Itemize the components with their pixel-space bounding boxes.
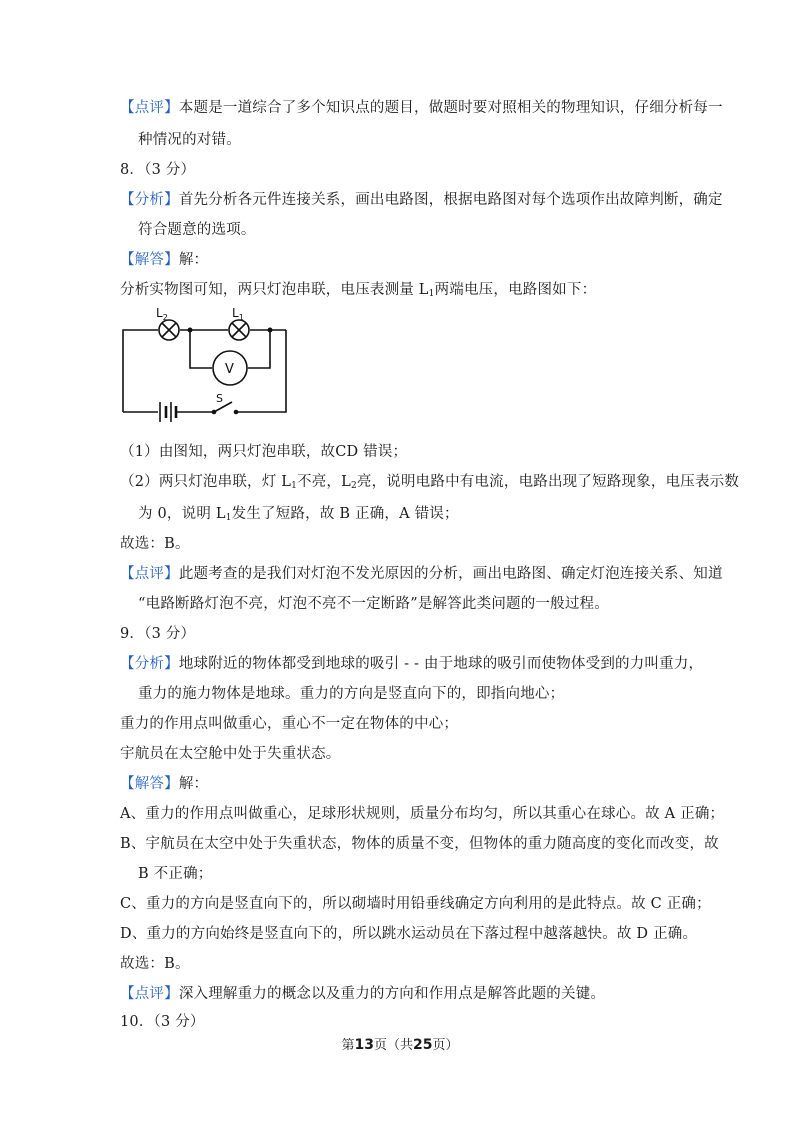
p3-text-a: 为 0，说明 L — [138, 506, 226, 522]
comment-text: 深入理解重力的概念以及重力的方向和作用点是解答此题的关键。 — [178, 986, 606, 1002]
label-switch: S — [216, 392, 223, 405]
voltmeter-wire-right — [248, 330, 270, 368]
p2-text-b: 不亮，L — [297, 474, 351, 490]
label-l2: $L_2$ — [156, 306, 168, 322]
comment-tag: 【点评】 — [120, 566, 179, 582]
q8-choice: 故选：B。 — [120, 536, 190, 552]
junction-dot — [188, 328, 193, 333]
footer-mid: 页（共 — [373, 1038, 413, 1053]
analysis-tag: 【分析】 — [120, 656, 179, 672]
q9-option-d: D、重力的方向始终是竖直向下的，所以跳水运动员在下落过程中越落越快。故 D 正确。 — [120, 926, 698, 942]
p2-text-a: （2）两只灯泡串联，灯 L — [120, 474, 292, 490]
p2-text-c: 亮，说明电路中有电流，电路出现了短路现象，电压表示数 — [356, 474, 740, 490]
footer-page-number: 13 — [354, 1037, 374, 1053]
label-voltmeter: V — [225, 362, 234, 377]
footer-post: 页） — [432, 1038, 459, 1053]
answer-tag: 【解答】 — [120, 252, 179, 268]
q8-p2 — [120, 472, 739, 496]
q9-option-b-cont: B 不正确； — [138, 866, 213, 882]
p3-text-b: 发生了短路，故 B 正确，A 错误； — [231, 506, 459, 522]
intro-subscript: 1 — [428, 289, 435, 299]
intro-text-2: 两端电压，电路图如下： — [434, 282, 597, 298]
footer-total-pages: 25 — [413, 1037, 433, 1053]
q8-analysis-cont: 符合题意的选项。 — [138, 222, 256, 238]
q9-analysis-4: 宇航员在太空舱中处于失重状态。 — [120, 746, 341, 762]
footer-pre: 第 — [341, 1038, 355, 1053]
intro-text: 分析实物图可知，两只灯泡串联，电压表测量 L — [120, 282, 429, 298]
q9-choice: 故选：B。 — [120, 956, 190, 972]
question-9-header: 9．（3 分） — [120, 626, 196, 642]
answer-tag: 【解答】 — [120, 776, 179, 792]
comment-line-cont: 种情况的对错。 — [138, 132, 241, 148]
label-l1: $L_1$ — [232, 306, 244, 322]
p2-sub-1: 1 — [291, 481, 297, 491]
q8-analysis — [120, 190, 723, 210]
comment-text: 此题考查的是我们对灯泡不发光原因的分析，画出电路图、确定灯泡连接关系、知道 — [178, 566, 723, 582]
p3-sub: 1 — [225, 513, 232, 523]
switch-contact-dot — [234, 410, 239, 415]
q9-analysis — [120, 654, 703, 674]
comment-line — [120, 98, 723, 118]
q9-answer — [120, 774, 208, 794]
circuit-diagram — [118, 306, 298, 422]
question-10-header: 10．（3 分） — [120, 1014, 205, 1030]
comment-tag: 【点评】 — [120, 986, 179, 1002]
q8-p3 — [138, 504, 459, 528]
q8-comment-cont: “电路断路灯泡不亮，灯泡不亮不一定断路”是解答此类问题的一般过程。 — [138, 596, 609, 612]
q8-p1: （1）由图知，两只灯泡串联，故CD 错误； — [120, 444, 408, 460]
q9-analysis-cont: 重力的施力物体是地球。重力的方向是竖直向下的，即指向地心； — [138, 686, 565, 702]
junction-dot — [268, 328, 273, 333]
wire-right — [236, 330, 286, 412]
analysis-tag: 【分析】 — [120, 192, 179, 208]
q9-option-a: A、重力的作用点叫做重心，足球形状规则，质量分布均匀，所以其重心在球心。故 A 正确； — [120, 806, 725, 822]
q9-comment — [120, 984, 605, 1004]
wire-left — [123, 330, 158, 412]
q8-answer — [120, 250, 208, 270]
answer-suffix: 解： — [178, 776, 209, 792]
answer-suffix: 解： — [178, 252, 209, 268]
question-8-header: 8．（3 分） — [120, 162, 196, 178]
q8-comment — [120, 564, 723, 584]
q9-option-b: B、宇航员在太空中处于失重状态，物体的质量不变，但物体的重力随高度的变化而改变，故 — [120, 836, 719, 852]
comment-text: 本题是一道综合了多个知识点的题目，做题时要对照相关的物理知识，仔细分析每一 — [178, 100, 723, 116]
switch-pivot-dot — [212, 410, 217, 415]
analysis-text: 首先分析各元件连接关系，画出电路图，根据电路图对每个选项作出故障判断，确定 — [178, 192, 723, 208]
p2-sub-2: 2 — [350, 481, 357, 491]
q8-intro — [120, 280, 596, 304]
q9-analysis-3: 重力的作用点叫做重心，重心不一定在物体的中心； — [120, 716, 459, 732]
analysis-text: 地球附近的物体都受到地球的吸引 - - 由于地球的吸引而使物体受到的力叫重力， — [178, 656, 704, 672]
page-footer — [0, 1034, 800, 1053]
q9-option-c: C、重力的方向是竖直向下的，所以砌墙时用铅垂线确定方向利用的是此特点。故 C 正确； — [120, 896, 711, 912]
comment-tag: 【点评】 — [120, 100, 179, 116]
voltmeter-wire-left — [190, 330, 212, 368]
